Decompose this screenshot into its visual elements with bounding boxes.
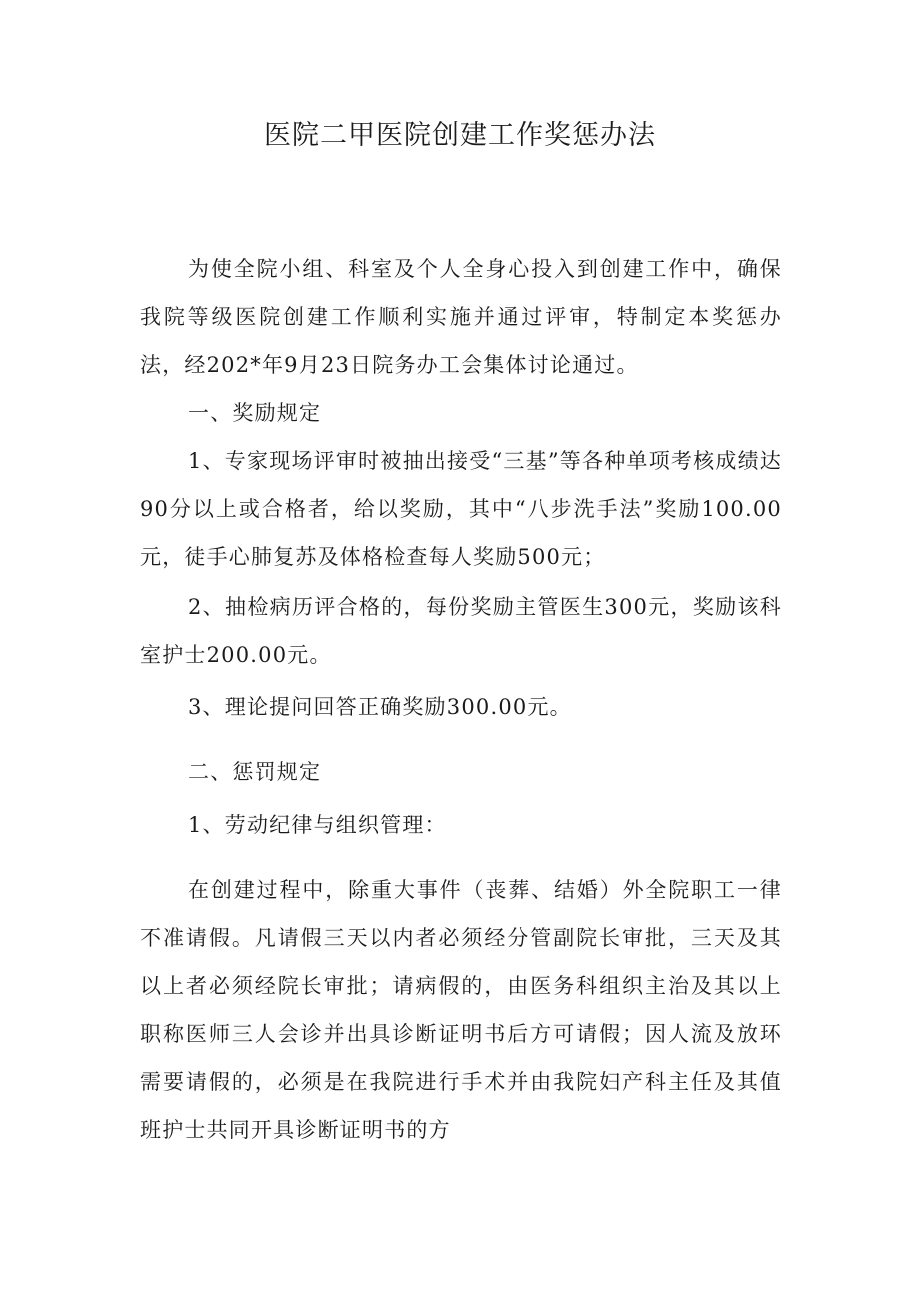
reward-item-2: 2、抽检病历评合格的，每份奖励主管医生300元，奖励该科室护士200.00元。 [140, 595, 782, 667]
section-heading-rewards: 一、奖励规定 [188, 401, 322, 425]
reward-item-1: 1、专家现场评审时被抽出接受“三基”等各种单项考核成绩达90分以上或合格者，给以奖励，其中“八步洗手法”奖励100.00元，徒手心肺复苏及体格检查每人奖励500元； [140, 449, 782, 569]
intro-paragraph: 为使全院小组、科室及个人全身心投入到创建工作中，确保我院等级医院创建工作顺利实施并通过评审，特制定本奖惩办法，经202*年9月23日院务办工会集体讨论通过。 [140, 257, 782, 377]
section-heading-penalties: 二、惩罚规定 [188, 760, 322, 784]
penalty-item-1-body: 在创建过程中，除重大事件（丧葬、结婚）外全院职工一律不准请假。凡请假三天以内者必须经分管副院长审批，三天及其以上者必须经院长审批；请病假的，由医务科组织主治及其以上职称医师三人会诊并出具诊断证明书后方可请假；因人流及放环需要请假的，必须是在我院进行手术并由我院妇产科主任及其值班护士共同开具诊断证明书的方 [140, 878, 782, 1142]
penalty-item-1-heading: 1、劳动纪律与组织管理： [188, 813, 447, 837]
document-title: 医院二甲医院创建工作奖惩办法 [264, 120, 656, 151]
reward-item-3: 3、理论提问回答正确奖励300.00元。 [188, 695, 572, 719]
